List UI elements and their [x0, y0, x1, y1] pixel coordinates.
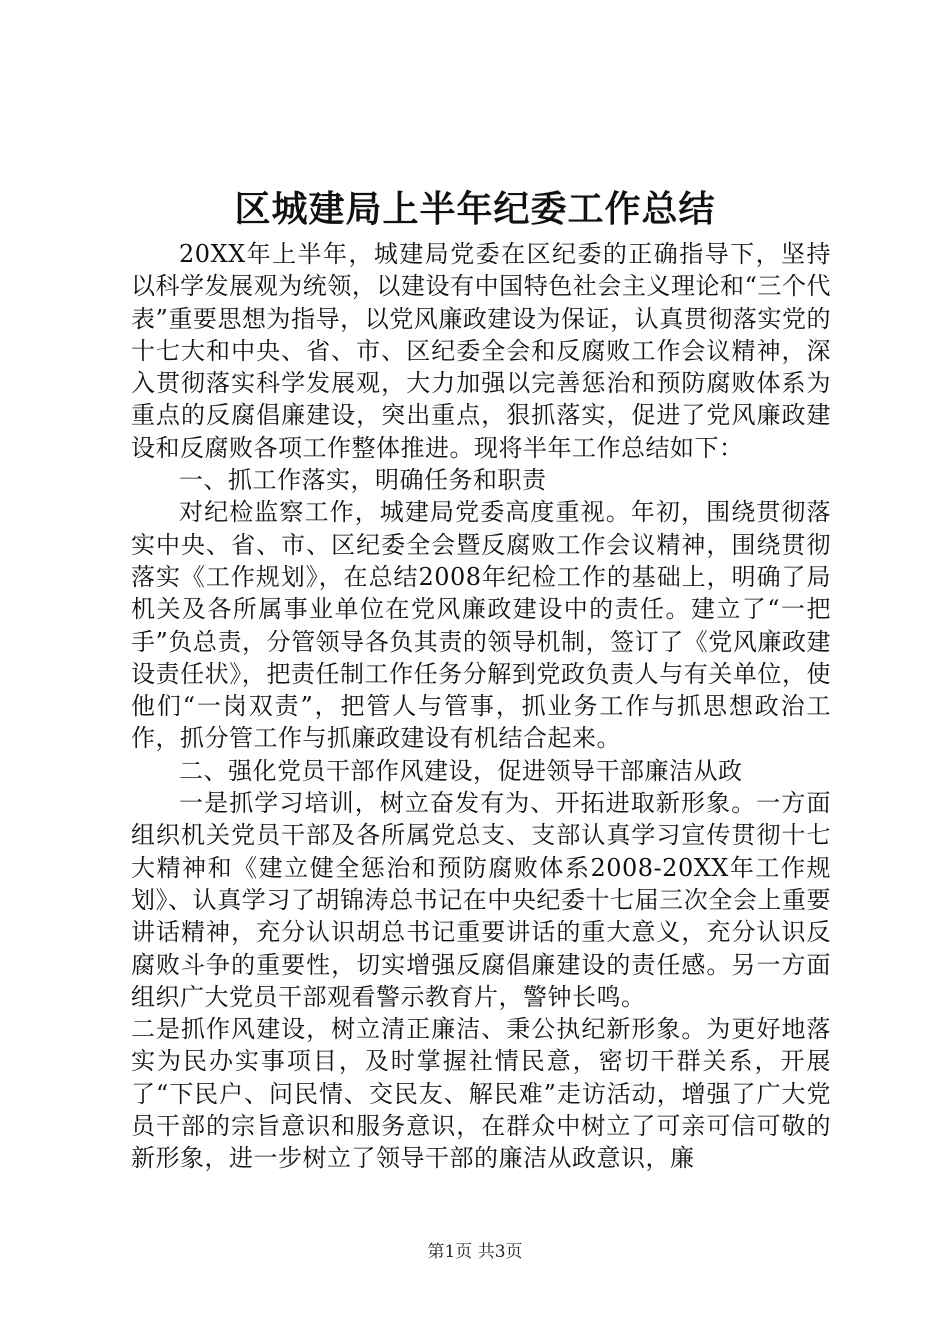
document-body: [131, 238, 831, 1175]
section-1-paragraph: 对纪检监察工作，城建局党委高度重视。年初，围绕贯彻落实中央、省、市、区纪委全会暨反腐败工作会议精神，围绕贯彻落实《工作规划》，在总结2008年纪检工作的基础上，明确了局机关及各所属事业单位在党风廉政建设中的责任。建立了“一把手”负总责，分管领导各负其责的领导机制，签订了《党风廉政建设责任状》，把责任制工作任务分解到党政负责人与有关单位，使他们“一岗双责”，把管人与管事，抓业务工作与抓思想政治工作，抓分管工作与抓廉政建设有机结合起来。: [131, 498, 831, 753]
section-heading-2: 二、强化党员干部作风建设，促进领导干部廉洁从政: [179, 756, 743, 785]
document-title: 区城建局上半年纪委工作总结: [234, 188, 716, 230]
page-footer: 第1页 共3页: [427, 1242, 523, 1262]
section-2-paragraph-1: 一是抓学习培训，树立奋发有为、开拓进取新形象。一方面组织机关党员干部及各所属党总支、支部认真学习宣传贯彻十七大精神和《建立健全惩治和预防腐败体系2008-20XX年工作规划》、认真学习了胡锦涛总书记在中央纪委十七届三次全会上重要讲话精神，充分认识胡总书记重要讲话的重大意义，充分认识反腐败斗争的重要性，切实增强反腐倡廉建设的责任感。另一方面组织广大党员干部观看警示教育片，警钟长鸣。: [131, 789, 831, 1011]
intro-paragraph: 20XX年上半年，城建局党委在区纪委的正确指导下，坚持以科学发展观为统领，以建设有中国特色社会主义理论和“三个代表”重要思想为指导，以党风廉政建设为保证，认真贯彻落实党的十七大和中央、省、市、区纪委全会和反腐败工作会议精神，深入贯彻落实科学发展观，大力加强以完善惩治和预防腐败体系为重点的反腐倡廉建设，突出重点，狠抓落实，促进了党风廉政建设和反腐败各项工作整体推进。现将半年工作总结如下：: [131, 240, 831, 462]
section-heading-1: 一、抓工作落实，明确任务和职责: [179, 466, 547, 495]
section-2-paragraph-2: 二是抓作风建设，树立清正廉洁、秉公执纪新形象。为更好地落实为民办实事项目，及时掌握社情民意，密切干群关系，开展了“下民户、问民情、交民友、解民难”走访活动，增强了广大党员干部的宗旨意识和服务意识，在群众中树立了可亲可信可敬的新形象，进一步树立了领导干部的廉洁从政意识，廉: [131, 1015, 831, 1173]
